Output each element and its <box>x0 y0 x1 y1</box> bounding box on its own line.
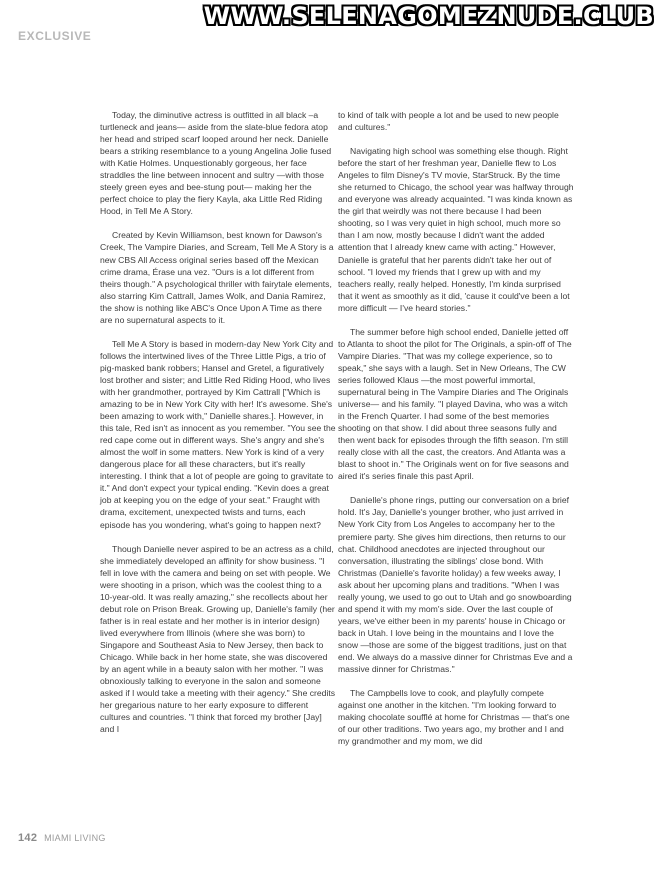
article-column-right <box>338 109 574 759</box>
publication-name: MIAMI LIVING <box>44 833 106 843</box>
article-column-left <box>100 109 336 747</box>
paragraph: Created by Kevin Williamson, best known for Dawson's Creek, The Vampire Diaries, and Scream, Tell Me A Story is a new CBS All Access original series based off the Mexican crime drama, Érase una vez. "Ours is a lot different from theirs though." A psychological thriller with fairytale elements, also starring Kim Cattrall, James Wolk, and Dania Ramirez, the show is nothing like ABC's Once Upon A Time as there are no supernatural aspects to it. <box>100 230 334 325</box>
paragraph: The summer before high school ended, Danielle jetted off to Atlanta to shoot the pilot for The Originals, a spin-off of The Vampire Diaries. "That was my college experience, so to speak," she says with a laugh. Set in New Orleans, The CW series followed Klaus —the most powerful immortal, supernatural being in The Vampire Diaries and The Originals universe— and his family. "I played Davina, who was a witch in the French Quarter. I had some of the best memories shooting on that show. I did about three seasons fully and then went back for episodes through the fifth season. I'm still really close with all the cast, the creators. And Atlanta was a blast to shoot in." The Originals went on for five seasons and aired it's series finale this past April. <box>338 326 572 482</box>
paragraph: Navigating high school was something else though. Right before the start of her freshman year, Danielle flew to Los Angeles to film Disney's TV movie, StarStruck. By the time she returned to Chicago, the school year was halfway through and everyone was already acquainted. "I was kinda known as the girl that weirdly was not there because I had been shooting, so I was very quiet in high school, much more so than I am now, mostly because I didn't want the added attention that I already knew came with acting." However, Danielle is grateful that her parents didn't take her out of school. "I loved my friends that I grew up with and my teachers really, really helped. Honestly, I'm kinda surprised that it went as smoothly as it did, 'cause it could've been a lot more difficult — I've heard stories." <box>338 146 574 313</box>
page-folio <box>18 832 106 844</box>
watermark-text: WWW.SELENAGOMEZNUDE.CLUB <box>203 2 654 30</box>
paragraph: Today, the diminutive actress is outfitted in all black –a turtleneck and jeans— aside from the slate-blue fedora atop her head and striped scarf looped around her neck. Danielle bears a striking resemblance to a young Angelina Jolie fused with Katie Holmes. Unquestionably gorgeous, her face straddles the line between innocent and sultry —with those steely green eyes and bee-stung pout— making her the perfect choice to play the fiery Kayla, aka Little Red Riding Hood, in Tell Me A Story. <box>100 110 332 217</box>
paragraph: The Campbells love to cook, and playfully compete against one another in the kitchen. "I'm looking forward to making chocolate soufflé at home for Christmas — that's one of our other traditions. Two years ago, my brother and I and my grandmother and my mom, we did <box>338 688 570 747</box>
paragraph: Danielle's phone rings, putting our conversation on a brief hold. It's Jay, Danielle's younger brother, who just arrived in New York City from Los Angeles to accompany her to the premiere party. She gives him directions, then returns to our chat. Childhood anecdotes are injected throughout our conversation, illustrating the siblings' close bond. With Christmas (Danielle's favorite holiday) a few weeks away, I ask about her upcoming plans and traditions. "When I was really young, we used to go out to Utah and go snowboarding and spend it with my mom's side. Over the last couple of years, we've either been in my parents' house in Chicago or back in Utah. I love being in the mountains and I love the snow —those are some of the biggest traditions, just on that end. We always do a massive dinner for Christmas Eve and a massive dinner for Christmas." <box>338 495 573 675</box>
paragraph: Tell Me A Story is based in modern-day New York City and follows the intertwined lives of the Three Little Pigs, a trio of pig-masked bank robbers; Hansel and Gretel, a figuratively lost brother and sister; and Little Red Riding Hood, who lives with her grandmother, portrayed by Kim Cattrall ["Which is amazing to be in New York City with her! It's awesome. She's been amazing to work with," Danielle shares.]. However, in this tale, Red isn't as innocent as you remember. "You see the red cape come out in different ways. She's angry and she's almost the wolf in some matters. New York is kind of a very dangerous place for all these characters, but it's really interesting. I think that a lot of people are going to gravitate to it." And don't expect your typical ending. "Kevin does a great job at keeping you on the edge of your seat." Fraught with drama, excitement, unexpected twists and turns, each episode has you wondering, what's going to happen next? <box>100 338 336 530</box>
section-tag: EXCLUSIVE <box>18 29 92 43</box>
page-number: 142 <box>18 832 38 844</box>
paragraph: to kind of talk with people a lot and be used to new people and cultures." <box>338 110 559 133</box>
paragraph: Though Danielle never aspired to be an actress as a child, she immediately developed an affinity for show business. "I fell in love with the camera and being on set with people. We were shooting in a prison, which was the coolest thing to a 10-year-old. It was really amazing," she recollects about her debut role on Prison Break. Growing up, Danielle's family (her father is in real estate and her mother is in interior design) lived everywhere from Illinois (where she was born) to Singapore and Southeast Asia to New Jersey, then back to Chicago. While back in her home state, she was discovered by an agent while in a beauty salon with her mother. "I was obnoxiously talking to everyone in the salon and someone asked if I would take a meeting with their agency." She credits her gregarious nature to her early exposure to different cultures and countries. "I think that forced my brother [Jay] and I <box>100 543 336 735</box>
